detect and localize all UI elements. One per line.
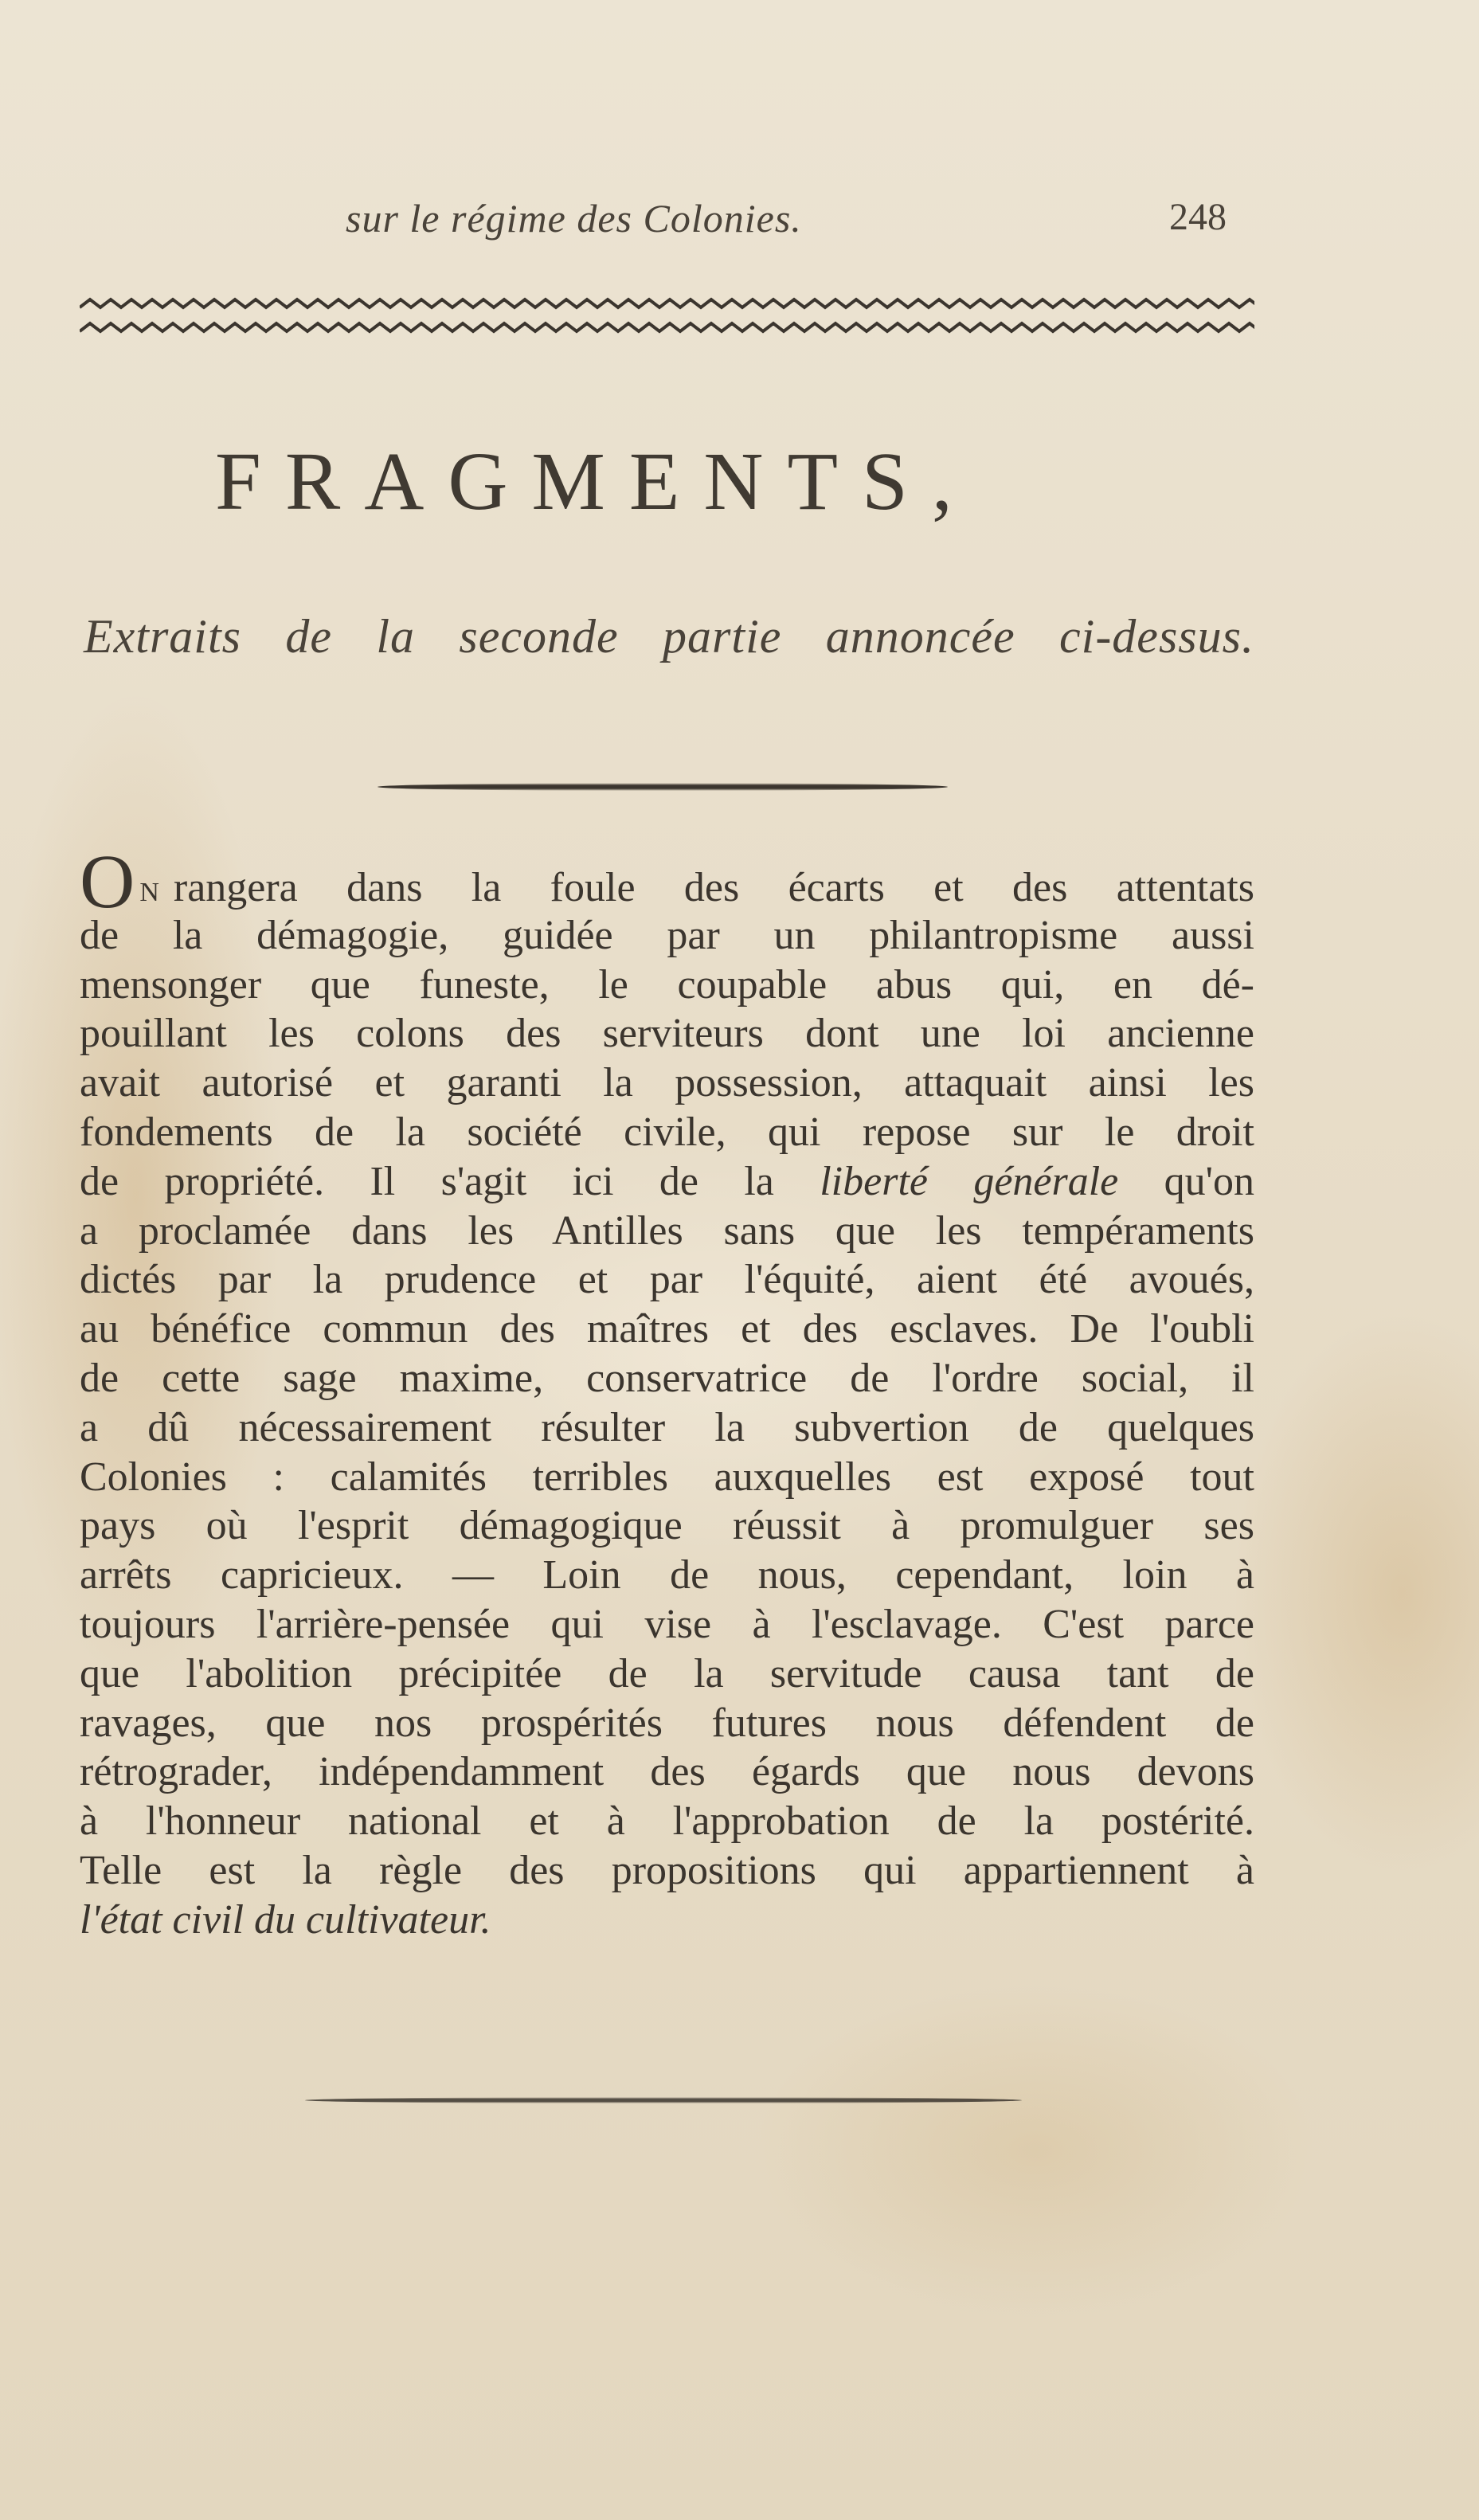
text-segment: au bénéfice commun des maîtres et des esclaves. De l'oubli <box>80 1306 1254 1352</box>
text-segment: a proclamée dans les Antilles sans que les tempéraments <box>80 1207 1254 1254</box>
text-segment: ravages, que nos prospérités futures nous défendent de <box>80 1700 1254 1746</box>
text-segment: à l'honneur national et à l'approbation de la postérité. <box>80 1798 1254 1845</box>
text-line <box>80 1108 1254 1157</box>
text-line <box>80 911 1254 961</box>
wavy-line-bottom <box>80 323 1254 331</box>
page-title: FRAGMENTS, <box>215 436 976 527</box>
text-segment: rangera dans la foule des écarts et des attentats <box>173 865 1254 910</box>
text-line <box>80 1846 1254 1896</box>
text-line <box>80 1058 1254 1108</box>
text-segment: de cette sage maxime, conservatrice de l'ordre social, il <box>80 1355 1254 1401</box>
drop-cap: O <box>80 839 135 924</box>
text-segment: fondements de la société civile, qui repose sur le droit <box>80 1109 1254 1155</box>
text-segment: qu'on <box>1118 1158 1254 1204</box>
wavy-line-top <box>80 299 1254 307</box>
wavy-ornament-border <box>80 296 1254 347</box>
text-line <box>80 1600 1254 1649</box>
text-line <box>80 1305 1254 1354</box>
text-segment: pouillant les colons des serviteurs dont une loi ancienne <box>80 1011 1254 1057</box>
text-segment: pays où l'esprit démagogique réussit à promulguer ses <box>80 1503 1254 1549</box>
text-line <box>80 1255 1254 1305</box>
text-line <box>80 1797 1254 1846</box>
text-segment: mensonger que funeste, le coupable abus qui, en dé- <box>80 961 1254 1008</box>
text-line <box>80 1501 1254 1551</box>
text-segment: rétrograder, indépendamment des égards que nous devons <box>80 1749 1254 1795</box>
text-line <box>80 1896 1254 1945</box>
text-line <box>80 1157 1254 1207</box>
text-line <box>80 1453 1254 1502</box>
divider-rule-top <box>378 783 948 791</box>
text-line <box>80 961 1254 1010</box>
running-title: sur le régime des Colonies. <box>346 196 802 241</box>
text-segment: avait autorisé et garanti la possession, attaquait ainsi les <box>80 1060 1254 1106</box>
text-line <box>80 1207 1254 1256</box>
text-segment: que l'abolition précipitée de la servitude causa tant de <box>80 1650 1254 1696</box>
text-segment: arrêts capricieux. — Loin de nous, cependant, loin à <box>80 1552 1254 1598</box>
text-line <box>80 839 1254 924</box>
italic-text: l'état civil du cultivateur. <box>80 1896 491 1943</box>
italic-text: liberté générale <box>820 1158 1119 1204</box>
text-line <box>80 1699 1254 1748</box>
text-segment: Colonies : calamités terribles auxquelles est exposé tout <box>80 1454 1254 1500</box>
text-segment: de propriété. Il s'agit ici de la <box>80 1158 820 1204</box>
subtitle: Extraits de la seconde partie annoncée ci-dessus. <box>84 610 1254 663</box>
text-segment: Telle est la règle des propositions qui appartiennent à <box>80 1847 1254 1893</box>
text-line <box>80 1354 1254 1403</box>
text-segment: dictés par la prudence et par l'équité, aient été avoués, <box>80 1257 1254 1303</box>
text-line <box>80 1403 1254 1453</box>
text-segment: de la démagogie, guidée par un philantropisme aussi <box>80 912 1254 958</box>
body-text <box>80 839 1254 1945</box>
page-number: 248 <box>1169 196 1227 238</box>
divider-rule-bottom <box>305 2097 1022 2103</box>
text-line <box>80 1747 1254 1797</box>
text-segment: a dû nécessairement résulter la subvertion de quelques <box>80 1404 1254 1450</box>
text-line <box>80 1009 1254 1058</box>
text-line <box>80 1649 1254 1699</box>
small-cap: N <box>139 878 159 907</box>
text-segment: toujours l'arrière-pensée qui vise à l'esclavage. C'est parce <box>80 1601 1254 1647</box>
text-line <box>80 1551 1254 1600</box>
